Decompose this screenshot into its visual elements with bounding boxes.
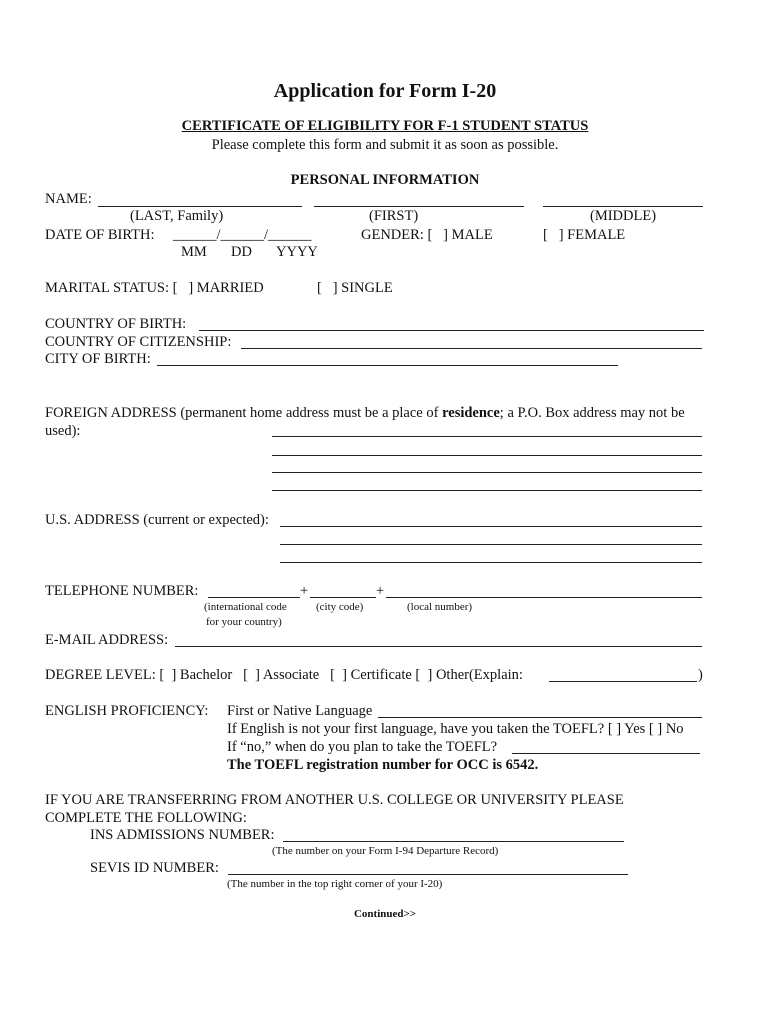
gender-female-option[interactable]: [ ] FEMALE	[543, 227, 626, 243]
foreign-address-line-2[interactable]	[272, 455, 702, 456]
telephone-intl-field[interactable]	[208, 597, 300, 598]
degree-close-paren: )	[698, 667, 703, 683]
foreign-address-label-cont: used):	[45, 423, 81, 439]
email-label: E-MAIL ADDRESS:	[45, 632, 169, 648]
dob-dd-caption: DD	[231, 244, 252, 260]
country-of-citizenship-field[interactable]	[241, 348, 702, 349]
country-of-birth-label: COUNTRY OF BIRTH:	[45, 316, 187, 332]
first-name-field[interactable]	[314, 206, 524, 207]
foreign-address-line-1[interactable]	[272, 436, 702, 437]
ins-admissions-label: INS ADMISSIONS NUMBER:	[90, 827, 275, 843]
country-of-birth-field[interactable]	[199, 330, 704, 331]
telephone-plus-1: +	[300, 583, 309, 599]
english-proficiency-label: ENGLISH PROFICIENCY:	[45, 703, 209, 719]
us-address-line-2[interactable]	[280, 544, 702, 545]
foreign-address-prefix: FOREIGN ADDRESS (permanent home address must be a place of	[45, 405, 443, 421]
degree-other-explain-field[interactable]	[549, 681, 697, 682]
continued-note: Continued>>	[353, 908, 417, 920]
telephone-local-field[interactable]	[386, 597, 702, 598]
telephone-city-field[interactable]	[310, 597, 376, 598]
telephone-label: TELEPHONE NUMBER:	[45, 583, 199, 599]
foreign-address-label	[45, 405, 685, 422]
telephone-city-caption: (city code)	[316, 601, 364, 613]
us-address-line-3[interactable]	[280, 562, 702, 563]
dob-label: DATE OF BIRTH:	[45, 227, 155, 243]
sevis-id-label: SEVIS ID NUMBER:	[90, 860, 219, 876]
sevis-id-caption: (The number in the top right corner of your I-20)	[227, 878, 443, 890]
degree-level-options[interactable]: DEGREE LEVEL: [ ] Bachelor [ ] Associate [ ] Certificate [ ] Other(Explain:	[45, 667, 527, 683]
toefl-plan-field[interactable]	[512, 753, 700, 754]
native-language-label: First or Native Language	[227, 703, 373, 719]
instruction-text: Please complete this form and submit it as soon as possible.	[211, 137, 559, 153]
foreign-address-suffix: ; a P.O. Box address may not be	[499, 405, 685, 421]
ins-admissions-field[interactable]	[283, 841, 624, 842]
dob-field[interactable]: ______/______/______	[173, 227, 312, 243]
dob-yyyy-caption: YYYY	[276, 244, 318, 260]
last-name-caption: (LAST, Family)	[130, 208, 224, 224]
foreign-address-line-4[interactable]	[272, 490, 702, 491]
telephone-plus-2: +	[376, 583, 385, 599]
middle-name-caption: (MIDDLE)	[590, 208, 657, 224]
dob-mm-caption: MM	[181, 244, 207, 260]
sevis-id-field[interactable]	[228, 874, 628, 875]
email-field[interactable]	[175, 646, 702, 647]
toefl-code-note: The TOEFL registration number for OCC is 6542.	[227, 757, 539, 773]
city-of-birth-label: CITY OF BIRTH:	[45, 351, 151, 367]
toefl-taken-question[interactable]: If English is not your first language, have you taken the TOEFL? [ ] Yes [ ] No	[227, 721, 684, 737]
first-name-caption: (FIRST)	[369, 208, 419, 224]
telephone-local-caption: (local number)	[407, 601, 473, 613]
us-address-line-1[interactable]	[280, 526, 702, 527]
telephone-intl-caption: (international code	[204, 601, 287, 613]
marital-married-option[interactable]: MARITAL STATUS: [ ] MARRIED	[45, 280, 264, 296]
ins-admissions-caption: (The number on your Form I-94 Departure Record)	[272, 845, 499, 857]
foreign-address-residence: residence	[442, 405, 500, 421]
section-heading-personal: PERSONAL INFORMATION	[290, 172, 480, 188]
country-of-citizenship-label: COUNTRY OF CITIZENSHIP:	[45, 334, 232, 350]
telephone-intl-caption-2: for your country)	[206, 616, 282, 628]
middle-name-field[interactable]	[543, 206, 703, 207]
us-address-label: U.S. ADDRESS (current or expected):	[45, 512, 269, 528]
name-label: NAME:	[45, 191, 92, 207]
marital-single-option[interactable]: [ ] SINGLE	[317, 280, 393, 296]
gender-male-option[interactable]: GENDER: [ ] MALE	[361, 227, 493, 243]
native-language-field[interactable]	[378, 717, 702, 718]
last-name-field[interactable]	[98, 206, 302, 207]
transfer-heading: IF YOU ARE TRANSFERRING FROM ANOTHER U.S. COLLEGE OR UNIVERSITY PLEASE	[45, 792, 624, 808]
form-subtitle: CERTIFICATE OF ELIGIBILITY FOR F-1 STUDENT STATUS	[181, 118, 589, 134]
foreign-address-line-3[interactable]	[272, 472, 702, 473]
transfer-heading-cont: COMPLETE THE FOLLOWING:	[45, 810, 247, 826]
toefl-plan-question: If “no,” when do you plan to take the TOEFL?	[227, 739, 498, 755]
page-title: Application for Form I-20	[273, 80, 497, 102]
city-of-birth-field[interactable]	[157, 365, 618, 366]
